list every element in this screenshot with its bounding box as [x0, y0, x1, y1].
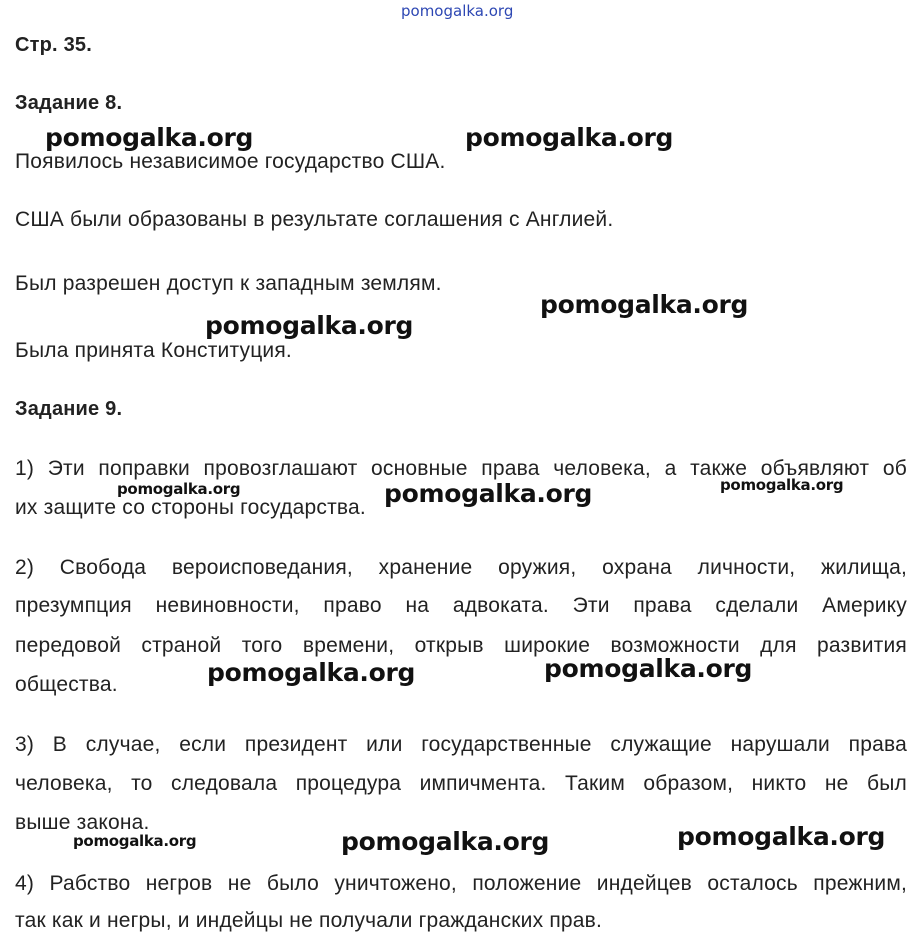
watermark: pomogalka.org	[117, 480, 241, 498]
task9-item3-line-3: выше закона.	[15, 811, 150, 834]
watermark: pomogalka.org	[341, 827, 550, 856]
watermark: pomogalka.org	[465, 123, 674, 152]
watermark: pomogalka.org	[45, 123, 254, 152]
task9-item1-line-2: их защите со стороны государства.	[15, 496, 366, 519]
task9-item2-line-3: передовой страной того времени, открыв широкие возможности для развития	[15, 634, 907, 657]
watermark: pomogalka.org	[540, 290, 749, 319]
task8-line-3: Был разрешен доступ к западным землям.	[15, 272, 442, 295]
task9-item4-line-2: так как и негры, и индейцы не получали гражданских прав.	[15, 909, 603, 932]
watermark: pomogalka.org	[720, 476, 844, 494]
watermark: pomogalka.org	[73, 832, 197, 850]
watermark: pomogalka.org	[384, 479, 593, 508]
task9-item4-line-1: 4) Рабство негров не было уничтожено, положение индейцев осталось прежним,	[15, 872, 907, 895]
task9-item1-line-1: 1) Эти поправки провозглашают основные права человека, а также объявляют об	[15, 457, 907, 480]
task8-heading: Задание 8.	[15, 92, 123, 114]
task9-item3-line-2: человека, то следовала процедура импичмента. Таким образом, никто не был	[15, 772, 907, 795]
task8-line-1: Появилось независимое государство США.	[15, 150, 446, 173]
task9-item2-line-4: общества.	[15, 673, 118, 696]
watermark: pomogalka.org	[544, 654, 753, 683]
watermark: pomogalka.org	[207, 658, 416, 687]
task8-line-2: США были образованы в результате соглашения с Англией.	[15, 208, 614, 231]
top-watermark: pomogalka.org	[401, 2, 514, 20]
task9-item2-line-2: презумпция невиновности, право на адвоката. Эти права сделали Америку	[15, 594, 907, 617]
watermark: pomogalka.org	[677, 822, 886, 851]
watermark: pomogalka.org	[205, 311, 414, 340]
page-label: Стр. 35.	[15, 34, 92, 56]
task9-heading: Задание 9.	[15, 398, 123, 420]
task9-item3-line-1: 3) В случае, если президент или государственные служащие нарушали права	[15, 733, 907, 756]
task8-line-4: Была принята Конституция.	[15, 339, 292, 362]
task9-item2-line-1: 2) Свобода вероисповедания, хранение оружия, охрана личности, жилища,	[15, 556, 907, 579]
